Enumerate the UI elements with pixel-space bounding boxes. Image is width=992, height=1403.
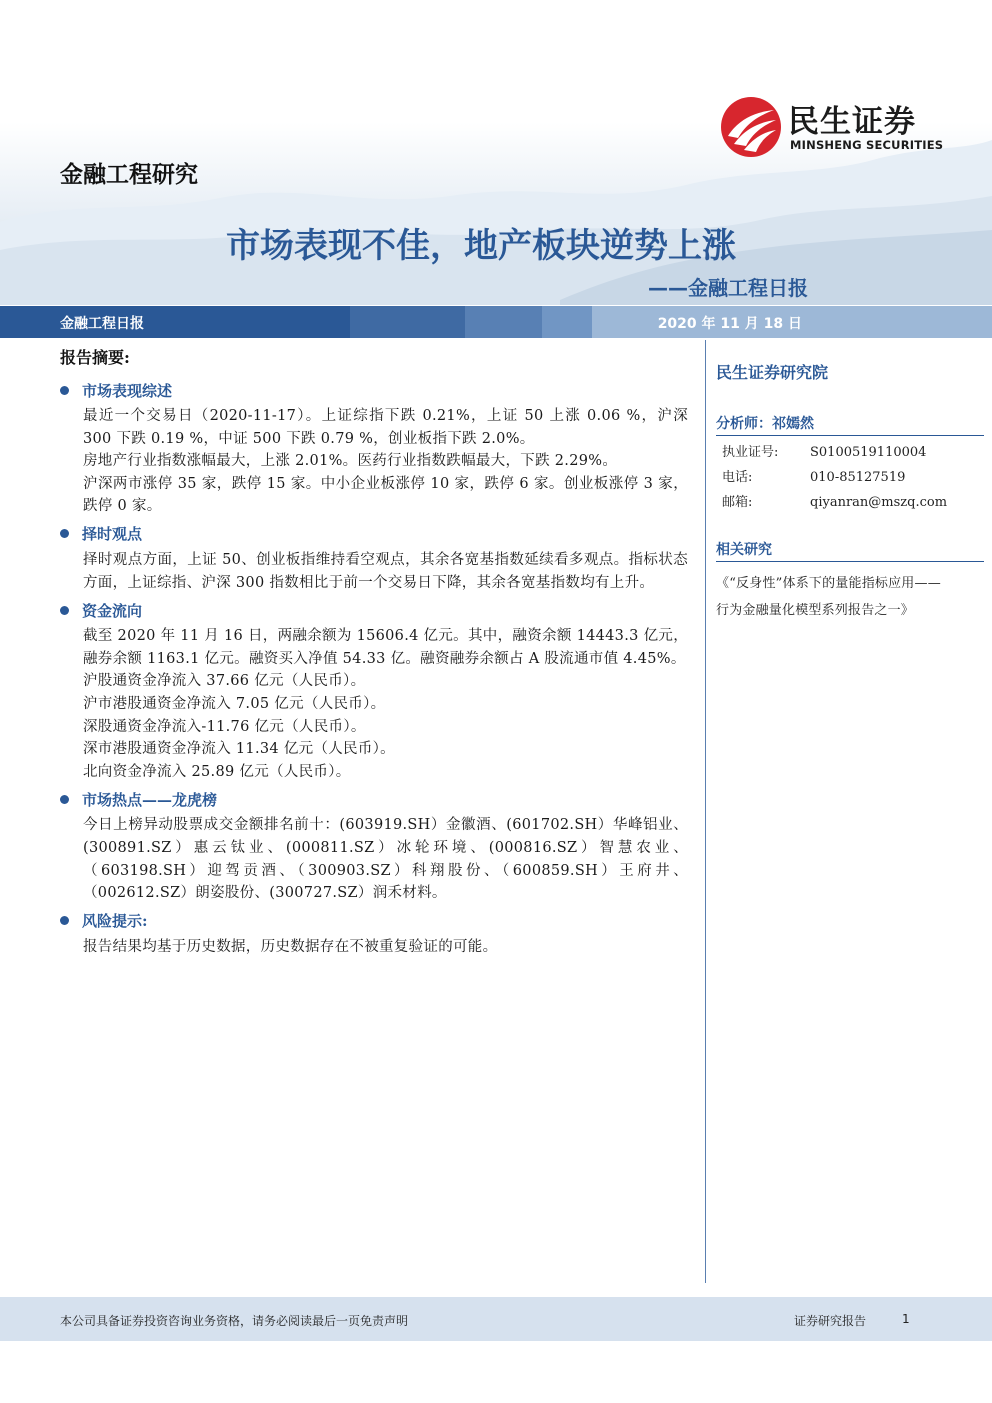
section-market-hotspot bbox=[60, 787, 688, 904]
related-line: 行为金融量化模型系列报告之一》 bbox=[716, 603, 915, 618]
analyst-info bbox=[716, 440, 984, 515]
page-number: 1 bbox=[902, 1312, 910, 1326]
section-market-overview bbox=[60, 378, 688, 518]
logo-chinese-text: 民生证券 bbox=[788, 104, 916, 140]
phone-number: 010-85127519 bbox=[810, 470, 906, 485]
related-research-link[interactable] bbox=[716, 570, 984, 624]
report-title: 市场表现不佳，地产板块逆势上涨 bbox=[226, 226, 736, 266]
report-subtitle: ——金融工程日报 bbox=[648, 276, 808, 300]
info-label: 电话: bbox=[722, 470, 753, 485]
abstract-heading: 报告摘要: bbox=[60, 348, 130, 367]
paragraph: 沪深两市涨停 35 家，跌停 15 家。中小企业板涨停 10 家，跌停 6 家。创业板涨停 3 家，跌停 0 家。 bbox=[83, 475, 688, 515]
footer-disclaimer: 本公司具备证券投资咨询业务资格，请务必阅读最后一页免责声明 bbox=[60, 1314, 409, 1328]
section-timing-view bbox=[60, 522, 688, 594]
section-title: 资金流向 bbox=[82, 601, 143, 620]
section-title: 择时观点 bbox=[82, 525, 143, 544]
title-strip bbox=[0, 306, 992, 338]
logo-english-text: MINSHENG SECURITIES bbox=[790, 138, 944, 152]
paragraph: 沪股通资金净流入 37.66 亿元（人民币）。 bbox=[83, 673, 366, 690]
column-divider bbox=[705, 340, 706, 1283]
section-capital-flow bbox=[60, 598, 688, 783]
paragraph: 房地产行业指数涨幅最大，上涨 2.01%。医药行业指数跌幅最大，下跌 2.29%。 bbox=[83, 453, 618, 470]
paragraph: 沪市港股通资金净流入 7.05 亿元（人民币）。 bbox=[83, 695, 386, 712]
paragraph: 深股通资金净流入-11.76 亿元（人民币）。 bbox=[83, 718, 366, 735]
info-row-license bbox=[722, 440, 984, 465]
bullet-icon bbox=[60, 916, 69, 925]
bullet-icon bbox=[60, 386, 69, 395]
info-row-phone bbox=[722, 465, 984, 490]
paragraph: 北向资金净流入 25.89 亿元（人民币）。 bbox=[83, 763, 351, 780]
info-label: 邮箱: bbox=[722, 495, 753, 510]
report-date: 2020 年 11 月 18 日 bbox=[657, 316, 802, 332]
paragraph: 报告结果均基于历史数据，历史数据存在不被重复验证的可能。 bbox=[83, 938, 498, 955]
related-line: 《“反身性”体系下的量能指标应用—— bbox=[716, 576, 941, 591]
paragraph: 截至 2020 年 11 月 16 日，两融余额为 15606.4 亿元。其中，融资余额 14443.3 亿元，融券余额 1163.1 亿元。融资买入净值 54.33 亿。融资融券余额占 A 股流通市值 4.45%。 bbox=[83, 628, 688, 667]
analyst-name: 分析师：祁嫣然 bbox=[716, 413, 984, 436]
bullet-icon bbox=[60, 606, 69, 615]
bullet-icon bbox=[60, 529, 69, 538]
footer-doc-type: 证券研究报告 bbox=[794, 1314, 867, 1328]
research-institute: 民生证券研究院 bbox=[716, 363, 829, 382]
info-label: 执业证号: bbox=[722, 445, 779, 460]
bullet-icon bbox=[60, 795, 69, 804]
section-title: 市场热点——龙虎榜 bbox=[82, 790, 218, 809]
abstract-body bbox=[60, 378, 688, 962]
minsheng-logo bbox=[720, 96, 950, 158]
minsheng-logo-icon bbox=[720, 96, 782, 158]
page-footer bbox=[0, 1297, 992, 1341]
paragraph: 择时观点方面，上证 50、创业板指维持看空观点，其余各宽基指数延续看多观点。指标状态方面，上证综指、沪深 300 指数相比于前一个交易日下降，其余各宽基指数均有上升。 bbox=[83, 551, 688, 591]
license-number: S0100519110004 bbox=[810, 445, 927, 460]
report-series: 金融工程研究 bbox=[60, 162, 198, 188]
paragraph: 深市港股通资金净流入 11.34 亿元（人民币）。 bbox=[83, 741, 395, 758]
section-risk-warning bbox=[60, 909, 688, 959]
strip-report-type: 金融工程日报 bbox=[60, 316, 144, 332]
sidebar bbox=[716, 360, 984, 624]
info-row-email bbox=[722, 490, 984, 515]
section-title: 风险提示: bbox=[82, 912, 148, 931]
section-title: 市场表现综述 bbox=[82, 381, 173, 400]
related-research-heading: 相关研究 bbox=[716, 539, 984, 562]
paragraph: 今日上榜异动股票成交金额排名前十：(603919.SH）金徽酒、(601702.SH）华峰铝业、(300891.SZ）惠云钛业、(000811.SZ）冰轮环境、(000816.SZ）智慧农业、（603198.SH）迎驾贡酒、（300903.SZ）科翔股份、（600859.SH）王府井、（002612.SZ）朗姿股份、(300727.SZ）润禾材料。 bbox=[83, 817, 688, 902]
paragraph: 最近一个交易日（2020-11-17）。上证综指下跌 0.21%，上证 50 上涨 0.06 %，沪深 300 下跌 0.19 %，中证 500 下跌 0.79 %，创业板指下跌 2.0%。 bbox=[83, 408, 688, 447]
email-address: qiyanran@mszq.com bbox=[810, 495, 948, 510]
